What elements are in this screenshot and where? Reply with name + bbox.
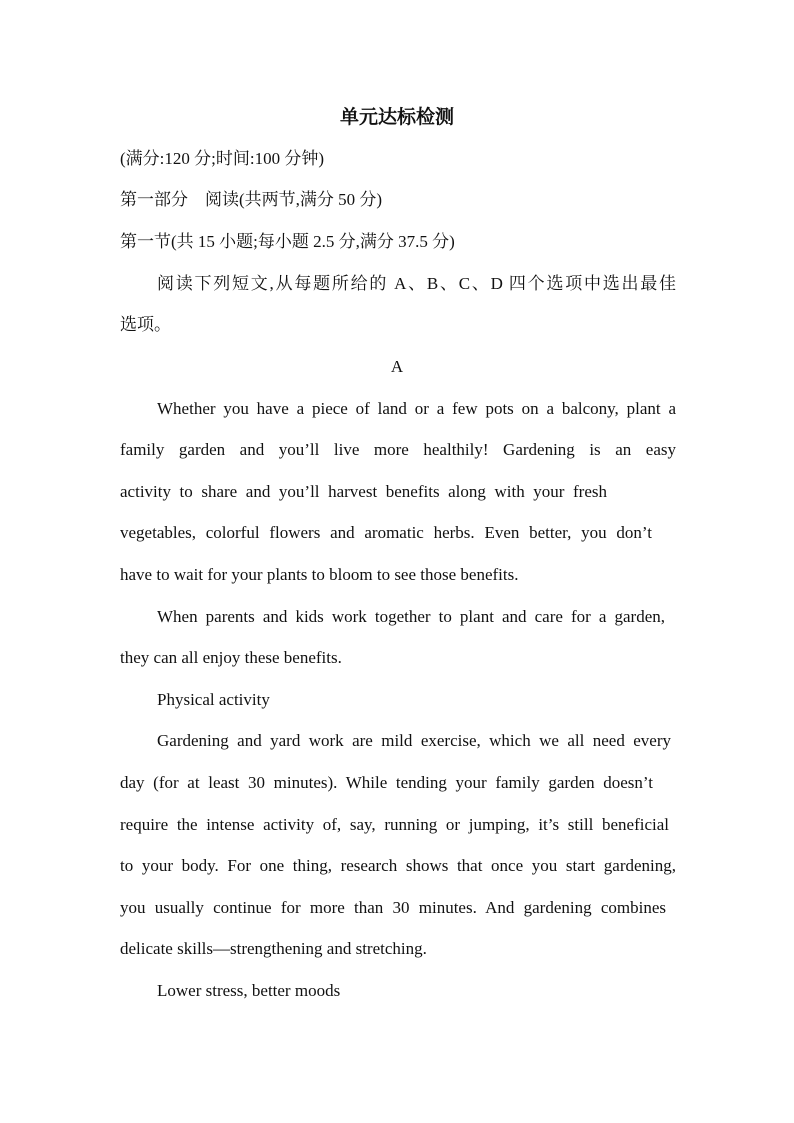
- passage-line: have to wait for your plants to bloom to see those benefits.: [120, 565, 519, 584]
- passage-line: they can all enjoy these benefits.: [120, 648, 342, 667]
- passage-line: you usually continue for more than 30 minutes. And gardening combines: [120, 898, 666, 917]
- subheading: Physical activity: [157, 690, 270, 709]
- passage-line: day (for at least 30 minutes). While tending your family garden doesn’t: [120, 773, 653, 792]
- passage-line: require the intense activity of, say, running or jumping, it’s still beneficial: [120, 815, 669, 834]
- document-title: 单元达标检测: [339, 107, 454, 128]
- passage-line: Gardening and yard work are mild exercise, which we all need every: [157, 731, 671, 750]
- passage-line: When parents and kids work together to plant and care for a garden,: [157, 607, 665, 626]
- part-heading: 第一部分 阅读(共两节,满分 50 分): [120, 190, 383, 209]
- passage-label: A: [390, 357, 404, 376]
- exam-meta: (满分:120 分;时间:100 分钟): [120, 149, 324, 168]
- subheading: Lower stress, better moods: [157, 981, 341, 1000]
- instructions-line: 选项。: [120, 315, 171, 334]
- passage-line: activity to share and you’ll harvest benefits along with your fresh: [120, 482, 607, 501]
- passage-line: to your body. For one thing, research shows that once you start gardening,: [120, 856, 676, 875]
- passage-line: vegetables, colorful flowers and aromatic herbs. Even better, you don’t: [120, 523, 652, 542]
- passage-line: family garden and you’ll live more healthily! Gardening is an easy: [120, 440, 676, 459]
- passage-line: delicate skills—strengthening and stretching.: [120, 939, 427, 958]
- section-heading: 第一节(共 15 小题;每小题 2.5 分,满分 37.5 分): [120, 232, 455, 251]
- instructions-line: 阅读下列短文,从每题所给的 A、B、C、D 四个选项中选出最佳: [157, 274, 676, 293]
- passage-line: Whether you have a piece of land or a few pots on a balcony, plant a: [157, 399, 676, 418]
